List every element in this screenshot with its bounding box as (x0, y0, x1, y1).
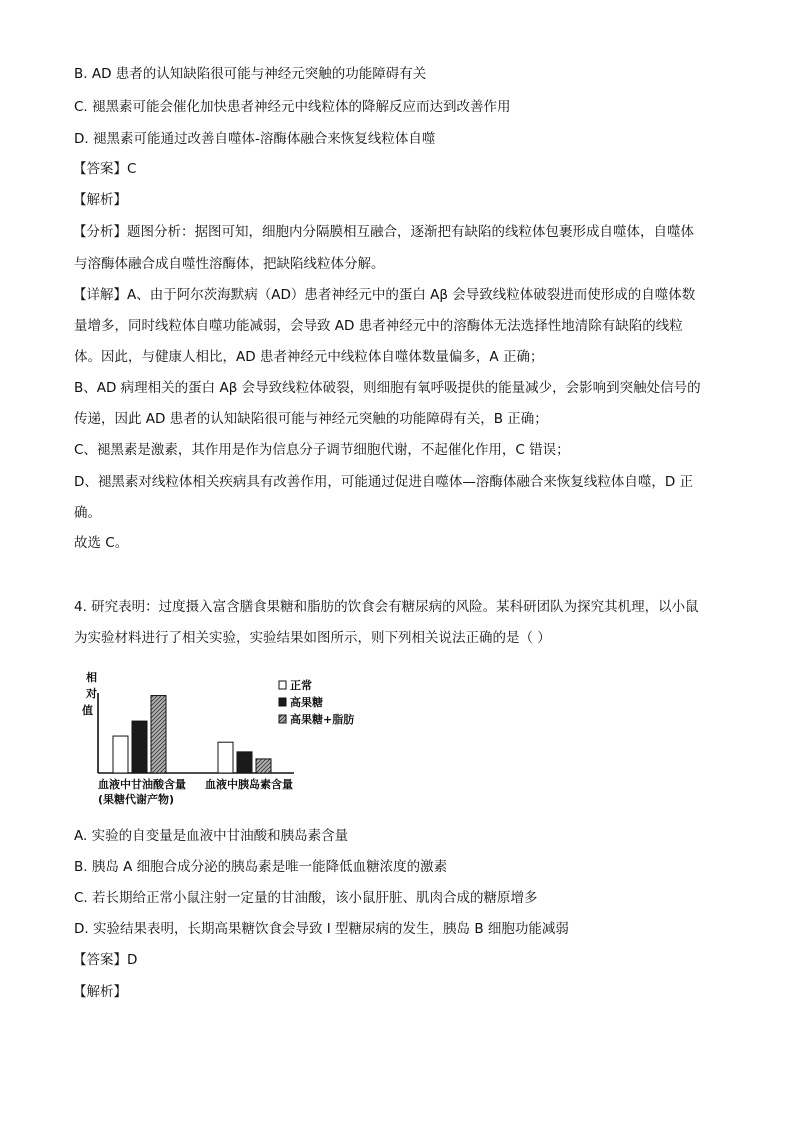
x-category-label: 血液中甘油酸含量 (98, 778, 186, 791)
bar-high-fructose (132, 721, 147, 773)
analysis-label: 【解析】 (73, 192, 127, 208)
legend-swatch-fat (279, 715, 286, 723)
bar-normal (113, 736, 128, 773)
detail-text: D、褪黑素对线粒体相关疾病具有改善作用，可能通过促进自噬体—溶酶体融合来恢复线粒体自噬，D 正 (74, 474, 694, 490)
answer-label: 【答案】C (73, 161, 137, 177)
question-stem: 为实验材料进行了相关实验，实验结果如图所示，则下列相关说法正确的是（ ） (74, 630, 551, 646)
option-c: C. 褪黑素可能会催化加快患者神经元中线粒体的降解反应而达到改善作用 (74, 99, 511, 115)
option-c: C. 若长期给正常小鼠注射一定量的甘油酸，该小鼠肝脏、肌肉合成的糖原增多 (74, 890, 538, 906)
analysis-text: 与溶酶体融合成自噬性溶酶体，把缺陷线粒体分解。 (74, 256, 385, 272)
legend-label: 高果糖 (290, 696, 323, 709)
bar-high-fructose-fat (256, 759, 271, 773)
y-label-char: 相 (86, 671, 97, 684)
conclusion-text: 故选 C。 (74, 535, 129, 551)
analysis-label: 【解析】 (73, 984, 127, 1000)
detail-text: 量增多，同时线粒体自噬功能减弱，会导致 AD 患者神经元中的溶酶体无法选择性地清除有缺陷的线粒 (74, 318, 683, 334)
detail-text: 【详解】A、由于阿尔茨海默病（AD）患者神经元中的蛋白 Aβ 会导致线粒体破裂进而使形成的自噬体数 (73, 287, 696, 303)
detail-text: 体。因此，与健康人相比，AD 患者神经元中线粒体自噬体数量偏多，A 正确； (74, 349, 544, 365)
bar-high-fructose (237, 752, 252, 773)
x-category-note: (果糖代谢产物) (98, 793, 175, 806)
option-a: A. 实验的自变量是血液中甘油酸和胰岛素含量 (74, 828, 349, 844)
analysis-text: 【分析】题图分析：据图可知，细胞内分隔膜相互融合，逐渐把有缺陷的线粒体包裹形成自噬体，自噬体 (73, 224, 694, 240)
legend-swatch-high-fructose (279, 698, 286, 706)
bar-normal (218, 742, 233, 773)
detail-text: B、AD 病理相关的蛋白 Aβ 会导致线粒体破裂，则细胞有氧呼吸提供的能量减少，会影响到突触处信号的 (74, 380, 701, 396)
question-stem: 4. 研究表明：过度摄入富含膳食果糖和脂肪的饮食会有糖尿病的风险。某科研团队为探究其机理，以小鼠 (74, 599, 699, 615)
detail-text: 传递，因此 AD 患者的认知缺陷很可能与神经元突触的功能障碍有关，B 正确； (74, 411, 548, 427)
option-b: B. AD 患者的认知缺陷很可能与神经元突触的功能障碍有关 (74, 66, 427, 82)
bars-group (113, 696, 271, 773)
x-category-label: 血液中胰岛素含量 (205, 778, 293, 791)
legend-swatch-normal (279, 681, 286, 689)
answer-label: 【答案】D (73, 952, 138, 968)
y-label-char: 值 (82, 704, 93, 717)
y-axis-label (82, 670, 97, 717)
bar-chart (78, 667, 378, 807)
bar-high-fructose-fat (151, 696, 166, 773)
detail-text: C、褪黑素是激素，其作用是作为信息分子调节细胞代谢，不起催化作用，C 错误； (74, 442, 570, 458)
legend (279, 678, 354, 726)
legend-label: 高果糖+脂肪 (290, 713, 355, 726)
option-d: D. 实验结果表明，长期高果糖饮食会导致 I 型糖尿病的发生，胰岛 B 细胞功能减弱 (74, 921, 569, 937)
detail-text: 确。 (74, 505, 101, 521)
legend-label: 正常 (290, 679, 312, 692)
option-d: D. 褪黑素可能通过改善自噬体-溶酶体融合来恢复线粒体自噬 (74, 131, 436, 147)
option-b: B. 胰岛 A 细胞合成分泌的胰岛素是唯一能降低血糖浓度的激素 (74, 859, 448, 875)
y-label-char: 对 (86, 687, 97, 700)
